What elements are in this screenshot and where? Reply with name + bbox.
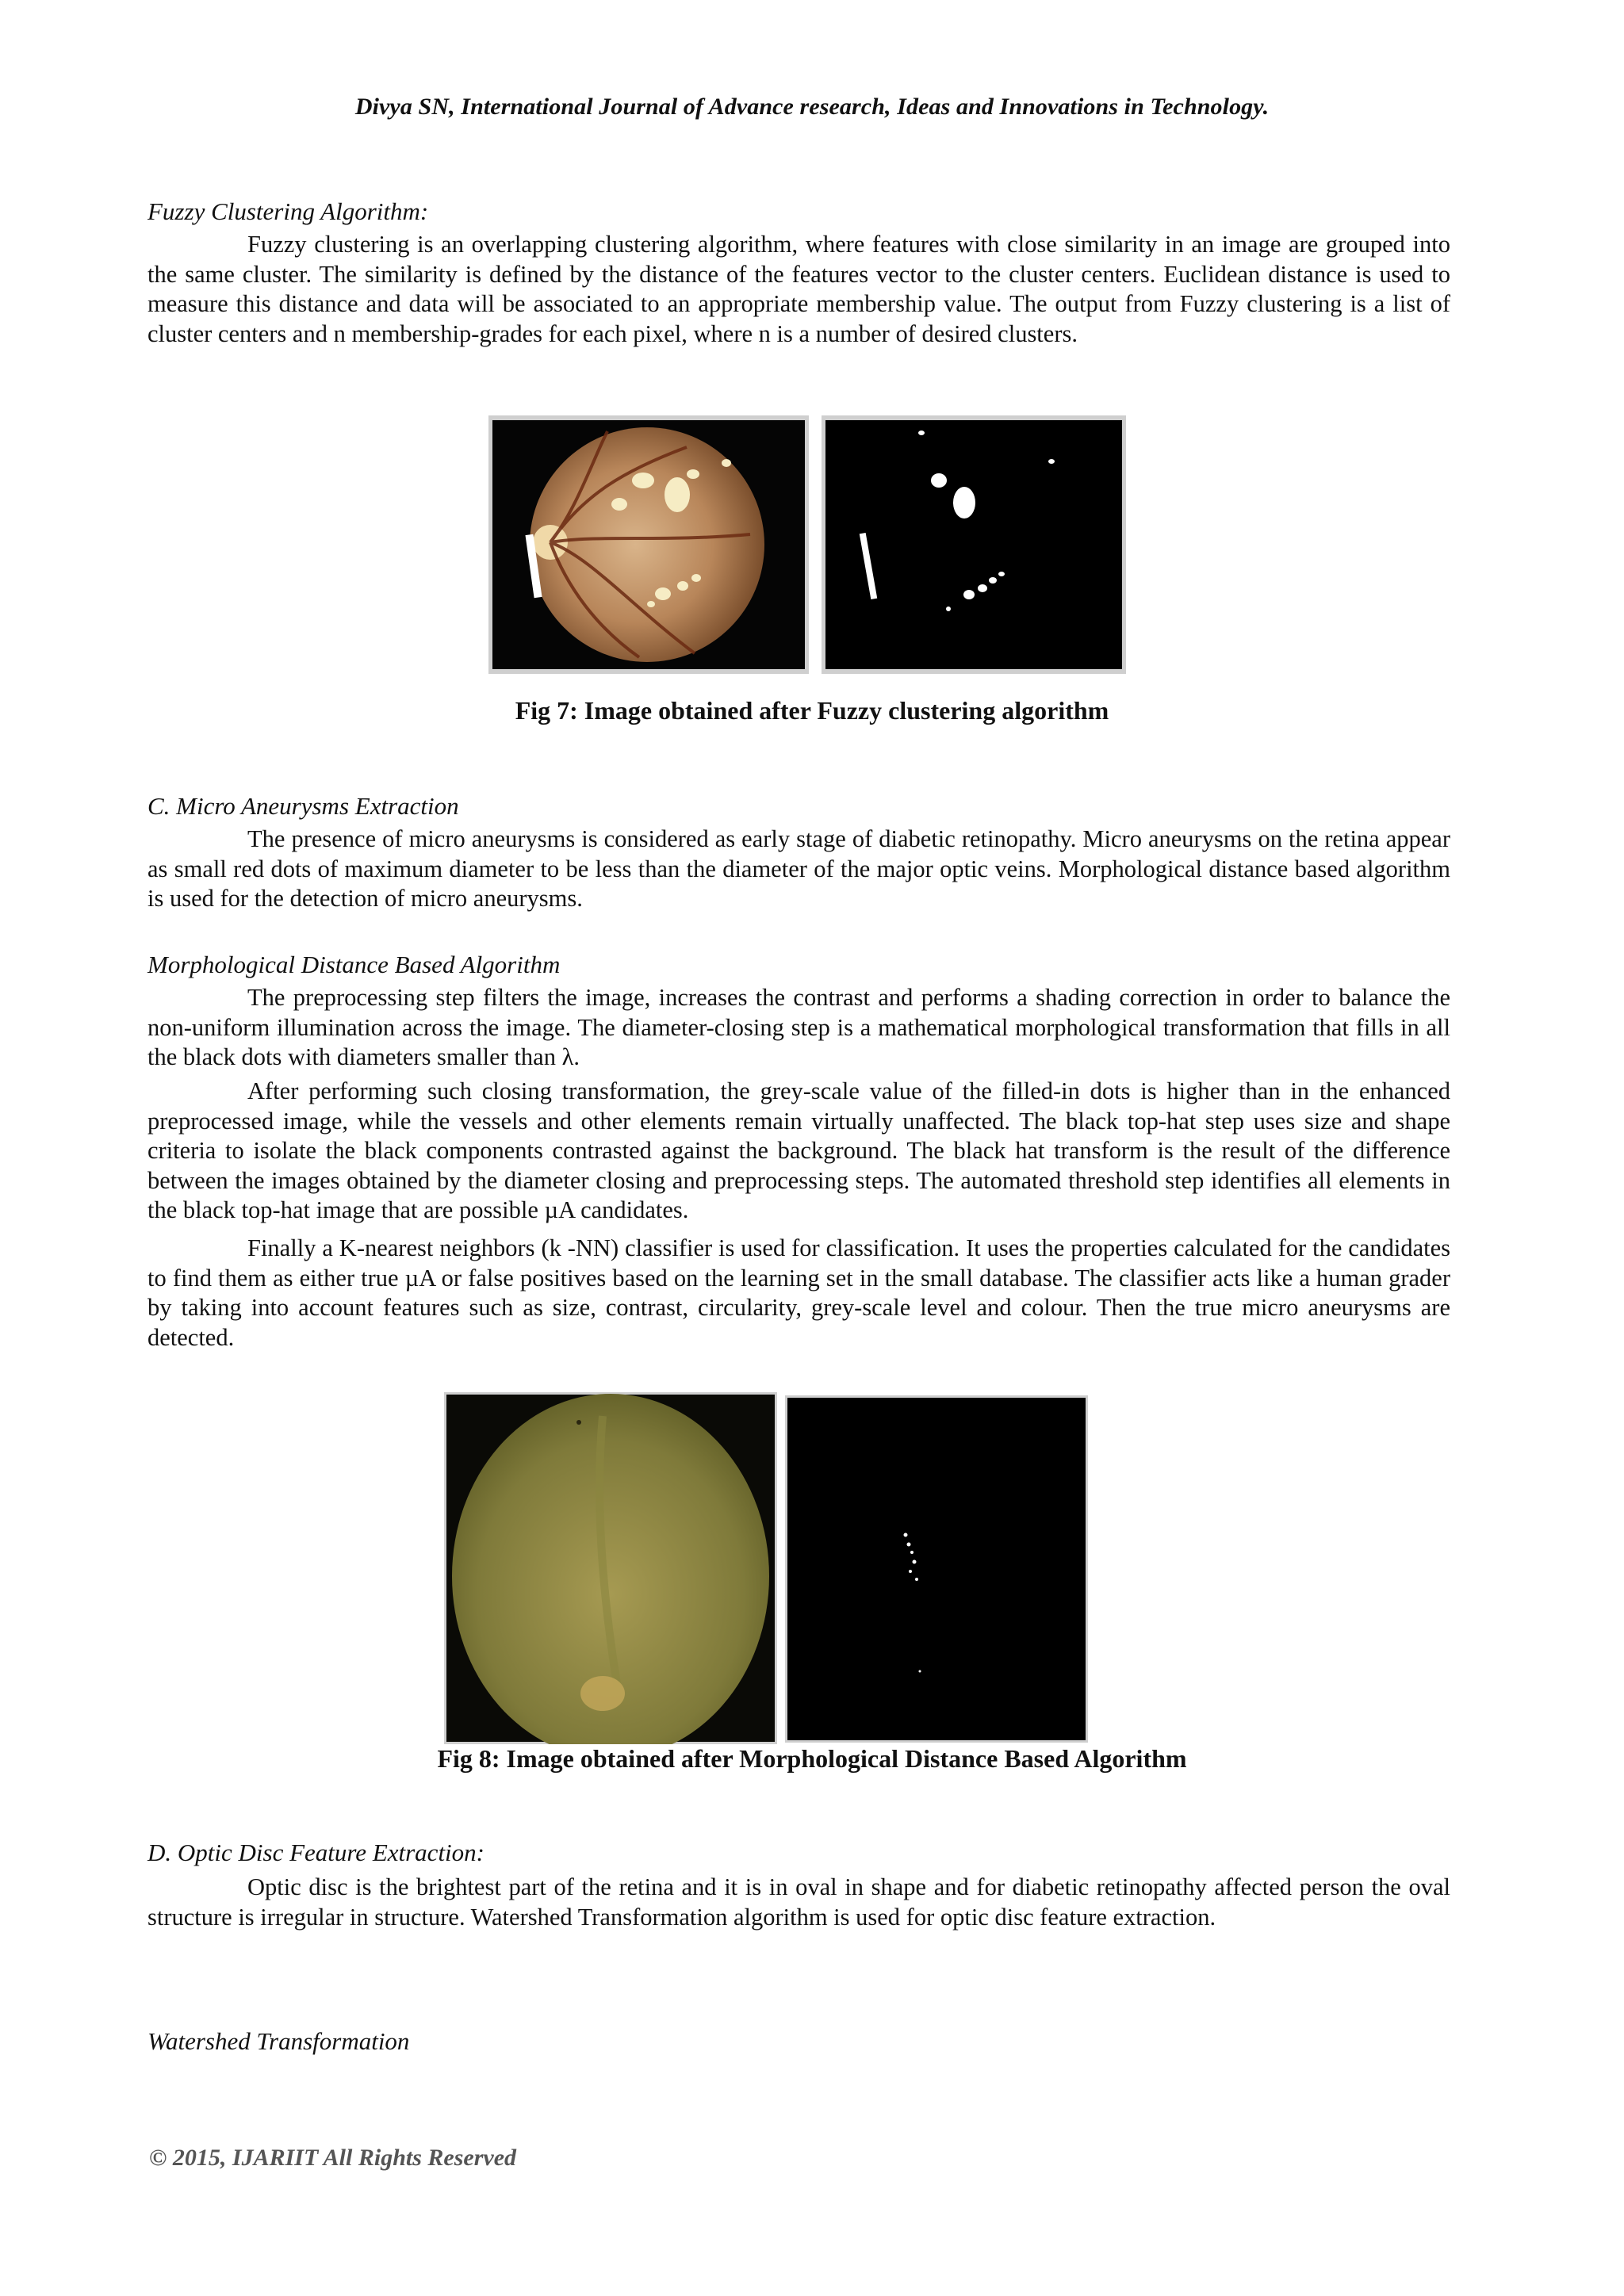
fig8-fundus-image	[444, 1392, 777, 1744]
fig8-detected-aneurysms-image	[785, 1395, 1088, 1743]
paragraph-morphological-3: Finally a K-nearest neighbors (k -NN) classifier is used for classification. It uses the properties calculated for the candidates to find them as either true µA or false positives based on the learning set in the small database. The classifier acts like a human grader by taking into account features such as size, contrast, circularity, grey-scale level and colour. Then the true micro aneurysms are detected.	[147, 1234, 1450, 1351]
running-head: Divya SN, International Journal of Advance research, Ideas and Innovations in Technology.	[354, 94, 1270, 120]
figure-7-caption: Fig 7: Image obtained after Fuzzy clustering algorithm	[515, 696, 1109, 725]
section-heading-micro-aneurysms: C. Micro Aneurysms Extraction	[147, 792, 459, 820]
figure-8-caption: Fig 8: Image obtained after Morphological Distance Based Algorithm	[437, 1744, 1187, 1773]
section-heading-fuzzy-clustering: Fuzzy Clustering Algorithm:	[147, 197, 429, 225]
fig7-clustered-image	[822, 415, 1126, 674]
paragraph-morphological-2: After performing such closing transformation, the grey-scale value of the filled-in dots is higher than in the enhanced preprocessed image, while the vessels and other elements remain virtually unaffected. The black top-hat step uses size and shape criteria to isolate the black components contrasted against the background. The black hat transform is the result of the difference between the images obtained by the diameter closing and preprocessing steps. The automated threshold step identifies all elements in the black top-hat image that are possible µA candidates.	[147, 1077, 1450, 1223]
section-heading-watershed: Watershed Transformation	[147, 2027, 410, 2055]
paragraph-micro-aneurysms: The presence of micro aneurysms is considered as early stage of diabetic retinopathy. Micro aneurysms on the retina appear as small red dots of maximum diameter to be less than the diameter of the major optic veins. Morphological distance based algorithm is used for the detection of micro aneurysms.	[147, 825, 1450, 912]
section-heading-optic-disc: D. Optic Disc Feature Extraction:	[147, 1839, 485, 1866]
paragraph-fuzzy-clustering: Fuzzy clustering is an overlapping clustering algorithm, where features with close similarity in an image are grouped into the same cluster. The similarity is defined by the distance of the features vector to the cluster centers. Euclidean distance is used to measure this distance and data will be associated to an appropriate membership value. The output from Fuzzy clustering is a list of cluster centers and n membership-grades for each pixel, where n is a number of desired clusters.	[147, 231, 1450, 347]
paragraph-morphological-1: The preprocessing step filters the image, increases the contrast and performs a shading correction in order to balance the non-uniform illumination across the image. The diameter-closing step is a mathematical morphological transformation that fills in all the black dots with diameters smaller than λ.	[147, 984, 1450, 1070]
copyright-footer: © 2015, IJARIIT All Rights Reserved	[149, 2145, 517, 2171]
paragraph-optic-disc: Optic disc is the brightest part of the retina and it is in oval in shape and for diabetic retinopathy affected person the oval structure is irregular in structure. Watershed Transformation algorithm is used for optic disc feature extraction.	[147, 1873, 1450, 1931]
fig7-fundus-image	[488, 415, 809, 674]
section-heading-morphological: Morphological Distance Based Algorithm	[147, 951, 561, 978]
